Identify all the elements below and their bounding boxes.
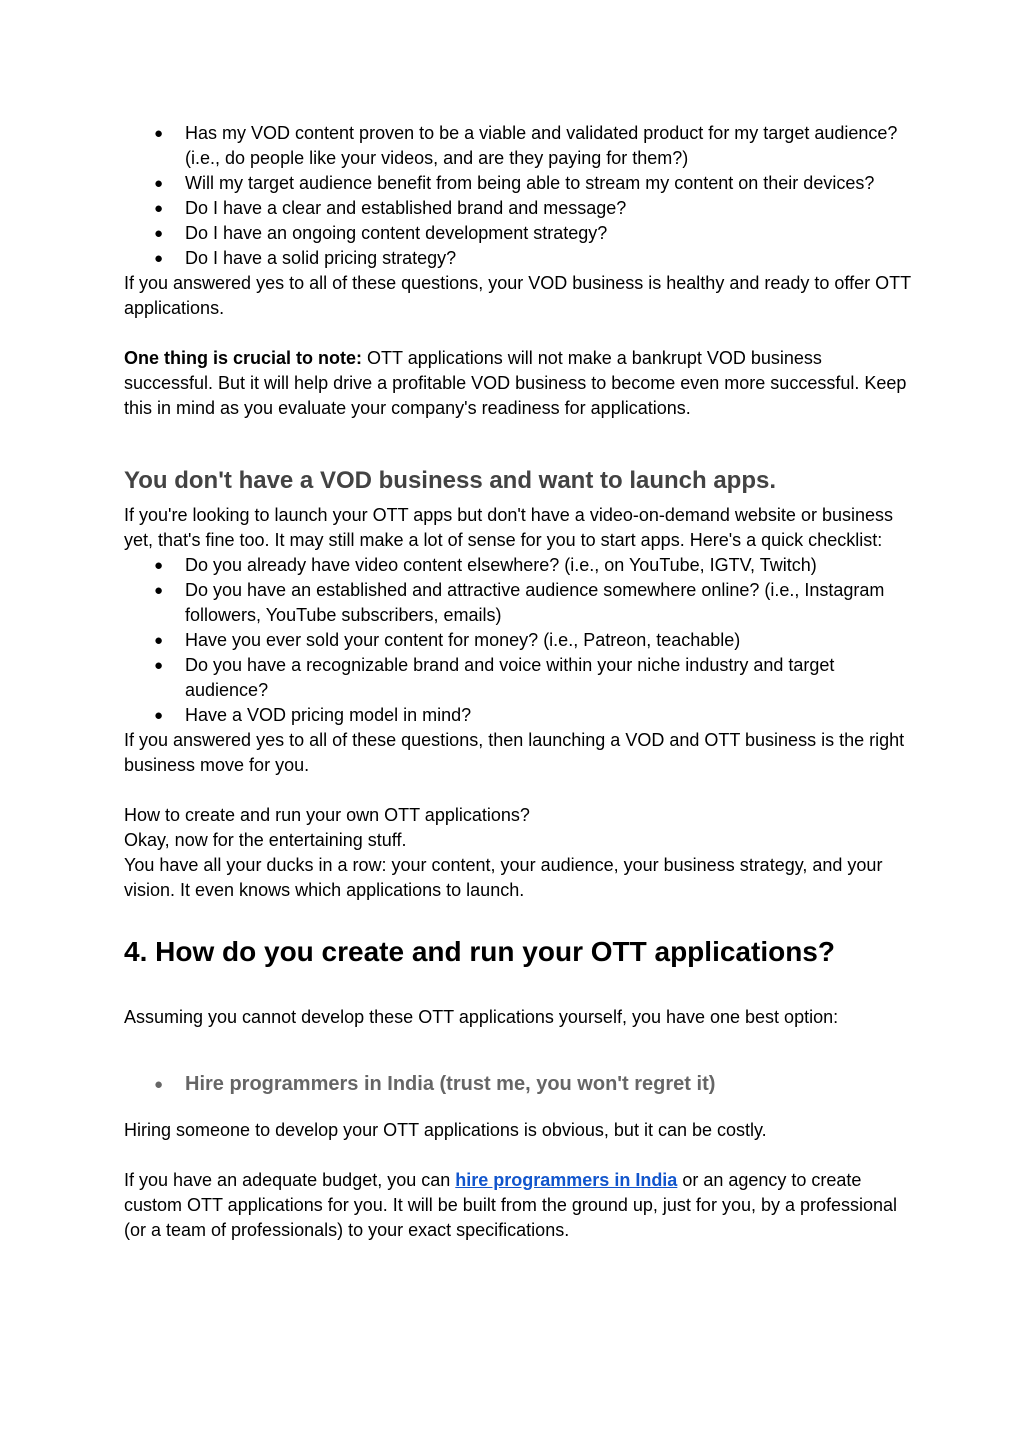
list-item-text: Have you ever sold your content for money? (i.e., Patreon, teachable)	[185, 630, 741, 650]
list-item	[124, 171, 914, 196]
list-item	[124, 628, 914, 653]
list-item	[124, 246, 914, 271]
bullet-icon: ●	[154, 125, 164, 142]
bullet-icon: ●	[154, 632, 164, 649]
list-item-text: Do I have a solid pricing strategy?	[185, 248, 457, 268]
list-item-text: Do I have an ongoing content development strategy?	[185, 223, 608, 243]
list-item	[124, 653, 914, 703]
bullet-icon: ●	[154, 200, 164, 217]
list-item	[124, 578, 914, 628]
list-item	[124, 703, 914, 728]
bullet-icon: ●	[154, 225, 164, 242]
paragraph-line: You have all your ducks in a row: your content, your audience, your business strategy, and your vision. It even knows which applications to launch.	[124, 855, 883, 900]
hire-programmers-link[interactable]: hire programmers in India	[455, 1170, 678, 1190]
budget-text-before: If you have an adequate budget, you can	[124, 1170, 456, 1190]
bullet-icon: ●	[154, 1076, 164, 1093]
budget-paragraph	[124, 1168, 914, 1243]
paragraph-line: Okay, now for the entertaining stuff.	[124, 830, 407, 850]
bullet-icon: ●	[154, 175, 164, 192]
list-item-text: Do I have a clear and established brand and message?	[185, 198, 627, 218]
list-item	[124, 553, 914, 578]
bullet-icon: ●	[154, 250, 164, 267]
bullet-icon: ●	[154, 657, 164, 674]
no-vod-intro: If you're looking to launch your OTT apps but don't have a video-on-demand website or business yet, that's fine too. It may still make a lot of sense for you to start apps. Here's a quick checklist:	[124, 505, 893, 550]
crucial-note-text: OTT applications will not make a bankrupt VOD business successful. But it will help drive a profitable VOD business to become even more successful. Keep this in mind as you evaluate your company's readiness for applications.	[124, 348, 907, 418]
paragraph-line: How to create and run your own OTT applications?	[124, 805, 530, 825]
readiness-checklist	[124, 121, 914, 271]
hiring-paragraph: Hiring someone to develop your OTT applications is obvious, but it can be costly.	[124, 1120, 767, 1140]
list-item-text: Has my VOD content proven to be a viable and validated product for my target audience? (i.e., do people like your videos, and are they paying for them?)	[185, 123, 898, 168]
document-page	[124, 121, 914, 1243]
option-heading: Hire programmers in India (trust me, you won't regret it)	[185, 1073, 716, 1095]
bullet-icon: ●	[154, 557, 164, 574]
bullet-icon: ●	[154, 582, 164, 599]
list-item-text: Do you have an established and attractive audience somewhere online? (i.e., Instagram followers, YouTube subscribers, emails)	[185, 580, 885, 625]
crucial-note	[124, 346, 914, 421]
section-heading-create-run-apps: 4. How do you create and run your OTT applications?	[124, 936, 835, 967]
list-item-text: Will my target audience benefit from being able to stream my content on their devices?	[185, 173, 875, 193]
bullet-icon: ●	[154, 707, 164, 724]
list-item-text: Have a VOD pricing model in mind?	[185, 705, 472, 725]
list-item	[124, 196, 914, 221]
checklist-conclusion: If you answered yes to all of these questions, your VOD business is healthy and ready to offer OTT applications.	[124, 273, 911, 318]
options-list	[124, 1070, 914, 1098]
launch-conclusion: If you answered yes to all of these questions, then launching a VOD and OTT business is the right business move for you.	[124, 730, 905, 775]
options-intro: Assuming you cannot develop these OTT applications yourself, you have one best option:	[124, 1007, 839, 1027]
list-item-text: Do you have a recognizable brand and voice within your niche industry and target audience?	[185, 655, 835, 700]
list-item	[124, 221, 914, 246]
crucial-note-label: One thing is crucial to note:	[124, 348, 363, 368]
section-heading-no-vod-business: You don't have a VOD business and want to launch apps.	[124, 467, 777, 494]
list-item-text: Do you already have video content elsewhere? (i.e., on YouTube, IGTV, Twitch)	[185, 555, 817, 575]
launch-checklist	[124, 553, 914, 728]
list-item	[124, 121, 914, 171]
budget-text-after: or an agency to create custom OTT applications for you. It will be built from the ground up, just for you, by a professional (or a team of professionals) to your exact specifications.	[124, 1170, 898, 1240]
list-item	[124, 1070, 914, 1098]
